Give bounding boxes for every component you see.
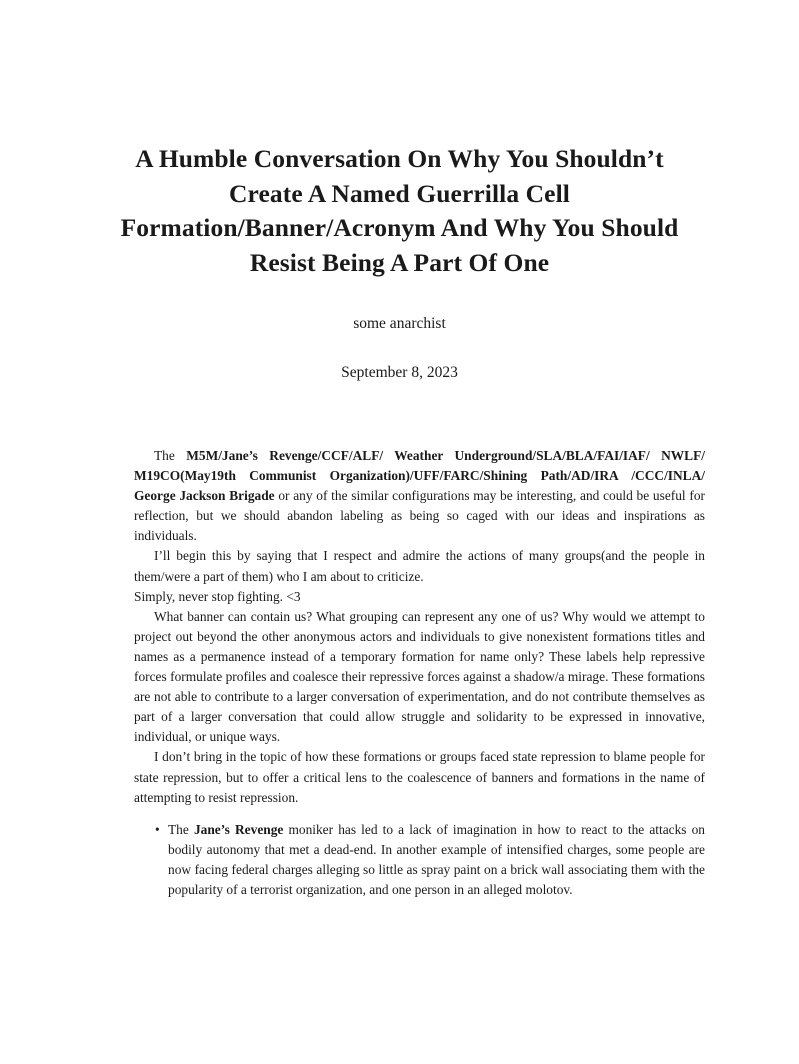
paragraph-4: What banner can contain us? What grouping can represent any one of us? Why would we attempt to project out beyond the other anonymous actors and individuals to give nonexistent formations titles and names as a permanence instead of a temporary formation for name only? These labels help repressive forces formulate profiles and coalesce their repressive forces against a shadow/a mirage. These formations are not able to contribute to a larger conversation of experimentation, and do not contribute themselves as part of a larger conversation that could allow struggle and solidarity to be expressed in innovative, individual, or unique ways. xyxy=(134,608,705,745)
paragraph-1-rest: or any of the similar configurations may be interesting, and could be useful for reflection, but we should abandon labeling as being so caged with our ideas and inspirations as individuals. xyxy=(134,488,705,544)
bullet-lead: The xyxy=(168,821,194,837)
document-title: A Humble Conversation On Why You Shouldn’t Create A Named Guerrilla Cell Formation/Banner/Acronym And Why You Should Resist Being A Part Of One xyxy=(120,144,679,277)
document-author: some anarchist xyxy=(353,315,446,332)
bullet-bold-term: Jane’s Revenge xyxy=(193,821,284,837)
paragraph-3: Simply, never stop fighting. <3 xyxy=(134,588,301,604)
paragraph-5: I don’t bring in the topic of how these formations or groups faced state repression to blame people for state repression, but to offer a critical lens to the coalescence of banners and formations in the name of attempting to resist repression. xyxy=(134,749,705,805)
document-date: September 8, 2023 xyxy=(341,364,458,381)
bullet-list xyxy=(134,820,705,900)
paragraph-1 xyxy=(134,446,705,546)
bullet-rest: moniker has led to a lack of imagination in how to react to the attacks on bodily autonomy that met a dead-end. In another example of intensified charges, some people are now facing federal charges alleging so little as spray paint on a brick wall associating them with the popularity of a terrorist organization, and one person in an alleged molotov. xyxy=(168,821,706,897)
group-acronym-list: M5M/Jane’s Revenge/CCF/ALF/ Weather Underground/SLA/BLA/FAI/IAF/ NWLF/ M19CO(May19th Communist Organization)/UFF/FARC/Shining Path/AD/IRA /CCC/INLA/ George Jackson Brigade xyxy=(134,448,705,504)
document-body xyxy=(134,446,705,900)
list-item xyxy=(134,820,705,900)
paragraph-1-lead: The xyxy=(154,448,187,463)
bullet-marker: • xyxy=(155,821,160,837)
paragraph-2: I’ll begin this by saying that I respect and admire the actions of many groups(and the people in them/were a part of them) who I am about to criticize. xyxy=(134,548,705,584)
